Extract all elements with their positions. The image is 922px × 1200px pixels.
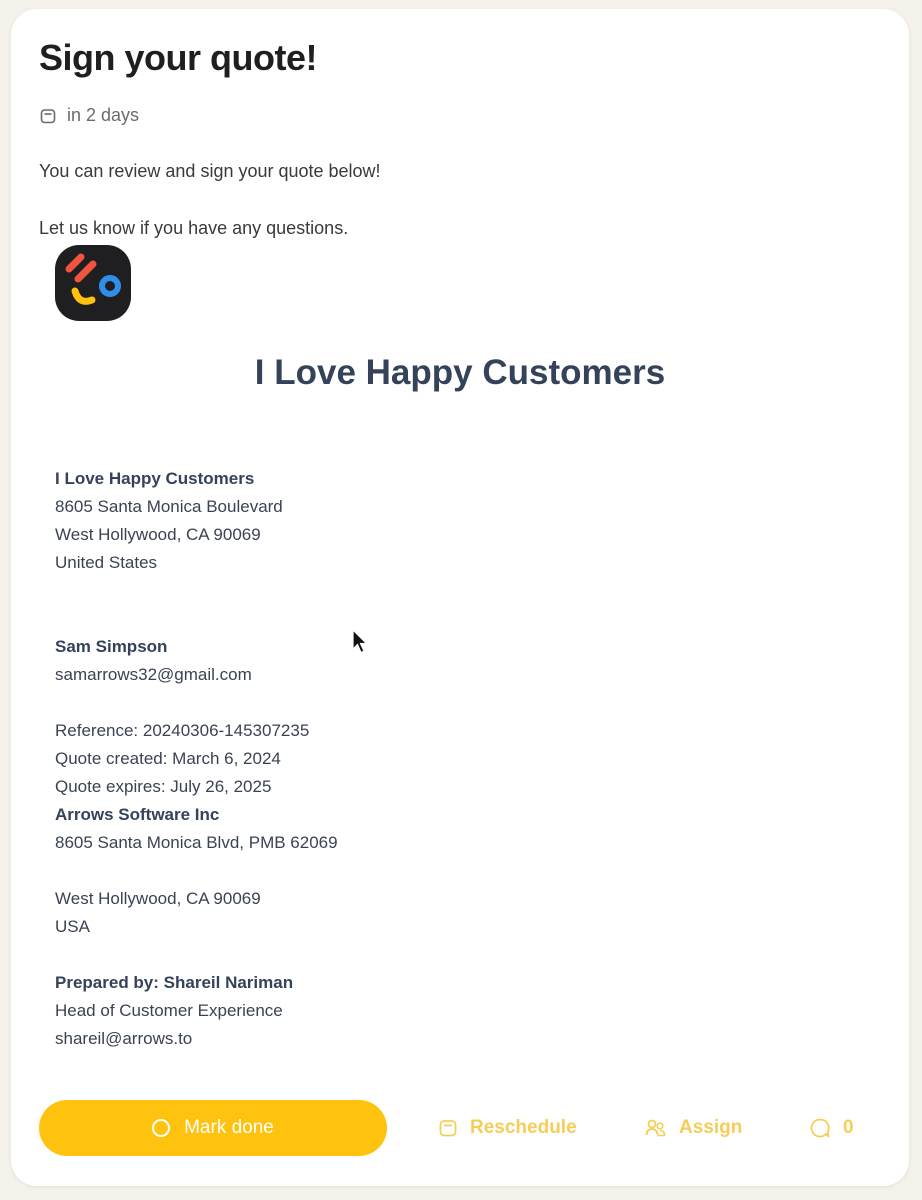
preparer-heading: Prepared by: Shareil Nariman xyxy=(55,973,294,992)
quote-reference: Reference: 20240306-145307235 xyxy=(55,721,310,740)
quote-created: Quote created: March 6, 2024 xyxy=(55,749,281,768)
spacer xyxy=(55,689,338,717)
reschedule-label: Reschedule xyxy=(470,1117,577,1138)
arrows-logo xyxy=(55,245,131,321)
spacer xyxy=(55,857,338,885)
assign-button[interactable] xyxy=(645,1100,742,1156)
comments-count: 0 xyxy=(843,1117,854,1138)
quote-expires: Quote expires: July 26, 2025 xyxy=(55,777,272,796)
mark-done-label: Mark done xyxy=(184,1117,274,1138)
action-bar xyxy=(39,1100,881,1156)
preparer-email: shareil@arrows.to xyxy=(55,1029,193,1048)
circle-icon xyxy=(152,1119,170,1137)
description-line: You can review and sign your quote below! xyxy=(39,161,381,181)
customer-block xyxy=(55,633,338,1053)
assign-label: Assign xyxy=(679,1117,743,1138)
customer-email: samarrows32@gmail.com xyxy=(55,665,252,684)
comment-icon xyxy=(809,1117,831,1139)
task-card xyxy=(11,9,909,1186)
company-name: Arrows Software Inc xyxy=(55,805,220,824)
comments-button[interactable] xyxy=(809,1100,854,1156)
seller-address-line: United States xyxy=(55,553,158,572)
calendar-icon xyxy=(39,107,57,125)
due-date xyxy=(39,105,139,126)
seller-address-line: 8605 Santa Monica Boulevard xyxy=(55,497,283,516)
seller-address-line: West Hollywood, CA 90069 xyxy=(55,525,261,544)
task-title: Sign your quote! xyxy=(39,37,317,78)
company-address-line: West Hollywood, CA 90069 xyxy=(55,889,261,908)
preparer-role: Head of Customer Experience xyxy=(55,1001,283,1020)
quote-heading: I Love Happy Customers xyxy=(254,353,666,392)
spacer xyxy=(55,941,338,969)
seller-block xyxy=(55,465,283,577)
calendar-icon xyxy=(438,1118,458,1138)
due-date-text: in 2 days xyxy=(67,105,140,125)
users-icon xyxy=(645,1118,667,1138)
seller-name: I Love Happy Customers xyxy=(55,469,255,488)
company-address-line: 8605 Santa Monica Blvd, PMB 62069 xyxy=(55,833,338,852)
reschedule-button[interactable] xyxy=(438,1100,577,1156)
mouse-cursor xyxy=(352,629,368,655)
company-country: USA xyxy=(55,917,90,936)
customer-name: Sam Simpson xyxy=(55,637,168,656)
description-line: Let us know if you have any questions. xyxy=(39,218,349,238)
mark-done-button[interactable] xyxy=(39,1100,387,1156)
